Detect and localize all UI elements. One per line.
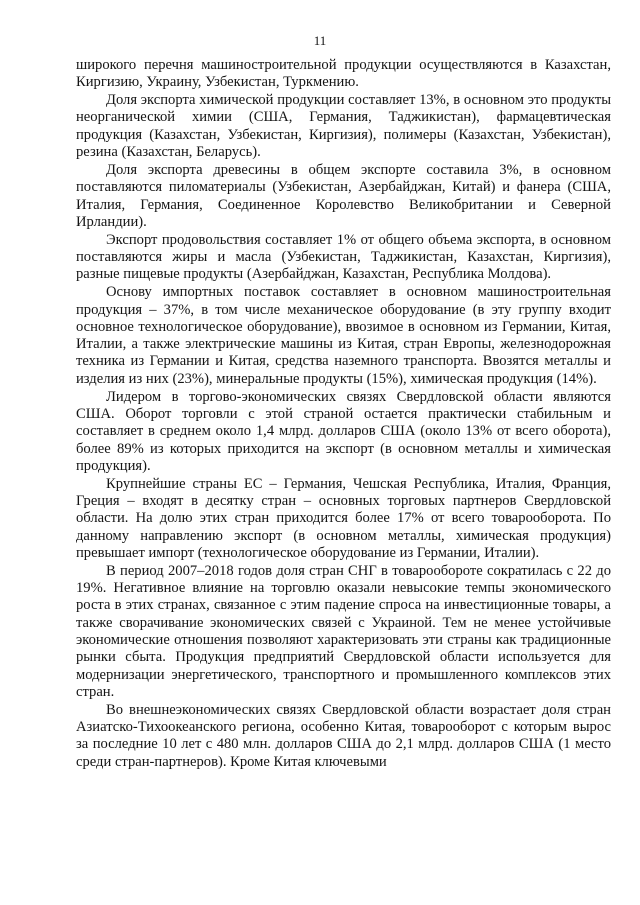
paragraph-machinery-export-continuation: широкого перечня машиностроительной продукции осуществляются в Казахстан, Киргизию, Украину, Узбекистан, Туркмению. xyxy=(76,57,611,91)
paragraph-usa-trade: Лидером в торгово-экономических связях Свердловской области являются США. Оборот торговли с этой страной остается практически стабильным и составляет в среднем около 1,4 млрд. долларов США (около 13% от всего оборота), более 89% из которых приходится на экспорт (в основном металлы и химическая продукция). xyxy=(76,388,611,474)
paragraph-cis-trade: В период 2007–2018 годов доля стран СНГ в товарообороте сократилась с 22 до 19%. Негативное влияние на торговлю оказали невысокие темпы экономического роста в этих странах, связанное с этим падение спроса на инвестиционные товары, а также сворачивание экономических связей с Украиной. Тем не менее устойчивые экономические отношения позволяют характеризовать эти страны как традиционные рынки сбыта. Продукция предприятий Свердловской области используется для модернизации энергетического, транспортного и промышленного комплексов этих стран. xyxy=(76,562,611,700)
paragraph-import-structure: Основу импортных поставок составляет в основном машиностроительная продукция – 37%, в том числе механическое оборудование (в эту группу входит основное технологическое оборудование), ввозимое в основном из Германии, Китая, Италии, а также электрические машины из Китая, стран Европы, железнодорожная техника из Германии и Китая, средства наземного транспорта. Ввозятся металлы и изделия из них (23%), минеральные продукты (15%), химическая продукция (14%). xyxy=(76,284,611,387)
page-number: 11 xyxy=(313,33,327,48)
paragraph-asia-pacific-trade: Во внешнеэкономических связях Свердловской области возрастает доля стран Азиатско-Тихоокеанского региона, особенно Китая, товарооборот с которым вырос за последние 10 лет с 480 млн. долларов США до 2,1 млрд. долларов США (1 место среди стран-партнеров). Кроме Китая ключевыми xyxy=(76,701,611,770)
paragraph-chemical-export: Доля экспорта химической продукции составляет 13%, в основном это продукты неорганической химии (США, Германия, Таджикистан), фармацевтическая продукция (Казахстан, Узбекистан, Киргизия), полимеры (Казахстан, Узбекистан), резина (Казахстан, Беларусь). xyxy=(76,92,611,161)
paragraph-wood-export: Доля экспорта древесины в общем экспорте составила 3%, в основном поставляются пиломатериалы (Узбекистан, Азербайджан, Китай) и фанера (США, Италия, Германия, Соединенное Королевство Великобритании и Северной Ирландии). xyxy=(76,161,611,230)
paragraph-eu-trade: Крупнейшие страны ЕС – Германия, Чешская Республика, Италия, Франция, Греция – входят в десятку стран – основных торговых партнеров Свердловской области. На долю этих стран приходится более 17% от всего товарооборота. По данному направлению экспорт (в основном металлы, химическая продукция) превышает импорт (технологическое оборудование из Германии, Италии). xyxy=(76,475,611,561)
document-body xyxy=(76,57,611,772)
paragraph-food-export: Экспорт продовольствия составляет 1% от общего объема экспорта, в основном поставляются жиры и масла (Узбекистан, Таджикистан, Казахстан, Киргизия), разные пищевые продукты (Азербайджан, Казахстан, Республика Молдова). xyxy=(76,231,611,283)
